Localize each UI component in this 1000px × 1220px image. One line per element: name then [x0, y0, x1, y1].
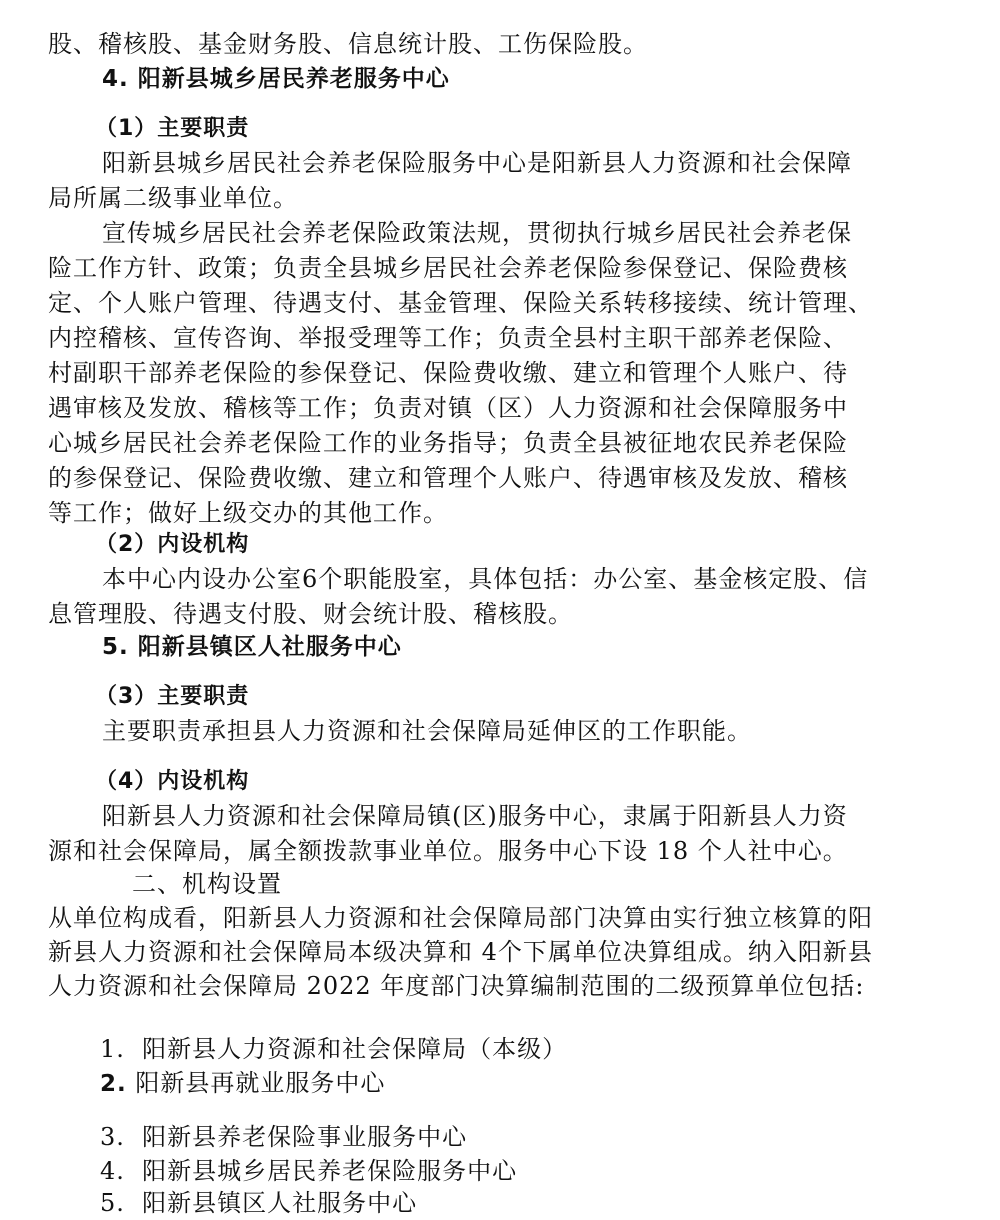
- paragraph-line: 等工作；做好上级交办的其他工作。: [48, 499, 448, 527]
- paragraph-line: 内控稽核、宣传咨询、举报受理等工作；负责全县村主职干部养老保险、: [48, 324, 848, 352]
- paragraph-line: 险工作方针、政策；负责全县城乡居民社会养老保险参保登记、保险费核: [48, 254, 848, 282]
- unit-list-item: [100, 1066, 385, 1100]
- unit-number: 1.: [100, 1035, 125, 1063]
- paragraph-line: 从单位构成看，阳新县人力资源和社会保障局部门决算由实行独立核算的阳: [48, 904, 873, 932]
- unit-name: 阳新县养老保险事业服务中心: [142, 1123, 468, 1151]
- paragraph-line: 本中心内设办公室6个职能股室，具体包括：办公室、基金核定股、信: [102, 565, 869, 593]
- section-4-duties-heading: （1）主要职责: [95, 116, 250, 141]
- paragraph-line: 局所属二级事业单位。: [48, 184, 298, 212]
- paragraph-line: 遇审核及发放、稽核等工作；负责对镇（区）人力资源和社会保障服务中: [48, 394, 848, 422]
- paragraph-line: 心城乡居民社会养老保险工作的业务指导；负责全县被征地农民养老保险: [48, 429, 848, 457]
- unit-name: 阳新县人力资源和社会保障局（本级）: [142, 1035, 568, 1063]
- section-5-org-heading: （4）内设机构: [95, 769, 250, 794]
- unit-number: 4.: [100, 1157, 125, 1185]
- unit-list-item: [100, 1032, 567, 1066]
- paragraph-line: 宣传城乡居民社会养老保险政策法规，贯彻执行城乡居民社会养老保: [102, 219, 852, 247]
- paragraph-line: 阳新县人力资源和社会保障局镇(区)服务中心，隶属于阳新县人力资: [102, 802, 848, 830]
- paragraph-line: 主要职责承担县人力资源和社会保障局延伸区的工作职能。: [102, 717, 752, 745]
- section-4-title: 4. 阳新县城乡居民养老服务中心: [102, 66, 450, 92]
- section-5-title: 5. 阳新县镇区人社服务中心: [102, 634, 402, 660]
- unit-list-item: [100, 1154, 517, 1188]
- unit-number: 5.: [100, 1189, 125, 1217]
- paragraph-line: 新县人力资源和社会保障局本级决算和 4个下属单位决算组成。纳入阳新县: [48, 938, 873, 966]
- paragraph-line: 息管理股、待遇支付股、财会统计股、稽核股。: [48, 600, 573, 628]
- paragraph-line: 人力资源和社会保障局 2022 年度部门决算编制范围的二级预算单位包括:: [48, 972, 865, 1000]
- section-5-duties-heading: （3）主要职责: [95, 684, 250, 709]
- unit-name: 阳新县再就业服务中心: [135, 1069, 386, 1097]
- paragraph-line: 定、个人账户管理、待遇支付、基金管理、保险关系转移接续、统计管理、: [48, 289, 873, 317]
- unit-name: 阳新县城乡居民养老保险服务中心: [142, 1157, 518, 1185]
- paragraph-line: 村副职干部养老保险的参保登记、保险费收缴、建立和管理个人账户、待: [48, 359, 848, 387]
- unit-number: 3.: [100, 1123, 125, 1151]
- part-2-heading: 二、机构设置: [132, 870, 282, 898]
- paragraph-line: 源和社会保障局，属全额拨款事业单位。服务中心下设 18 个人社中心。: [48, 837, 848, 865]
- paragraph-line: 阳新县城乡居民社会养老保险服务中心是阳新县人力资源和社会保障: [102, 149, 852, 177]
- unit-list-item: [100, 1186, 417, 1220]
- unit-number: 2.: [100, 1071, 127, 1097]
- section-4-org-heading: （2）内设机构: [95, 532, 250, 557]
- unit-name: 阳新县镇区人社服务中心: [142, 1189, 418, 1217]
- intro-line: 股、稽核股、基金财务股、信息统计股、工伤保险股。: [48, 30, 648, 58]
- unit-list-item: [100, 1120, 467, 1154]
- paragraph-line: 的参保登记、保险费收缴、建立和管理个人账户、待遇审核及发放、稽核: [48, 464, 848, 492]
